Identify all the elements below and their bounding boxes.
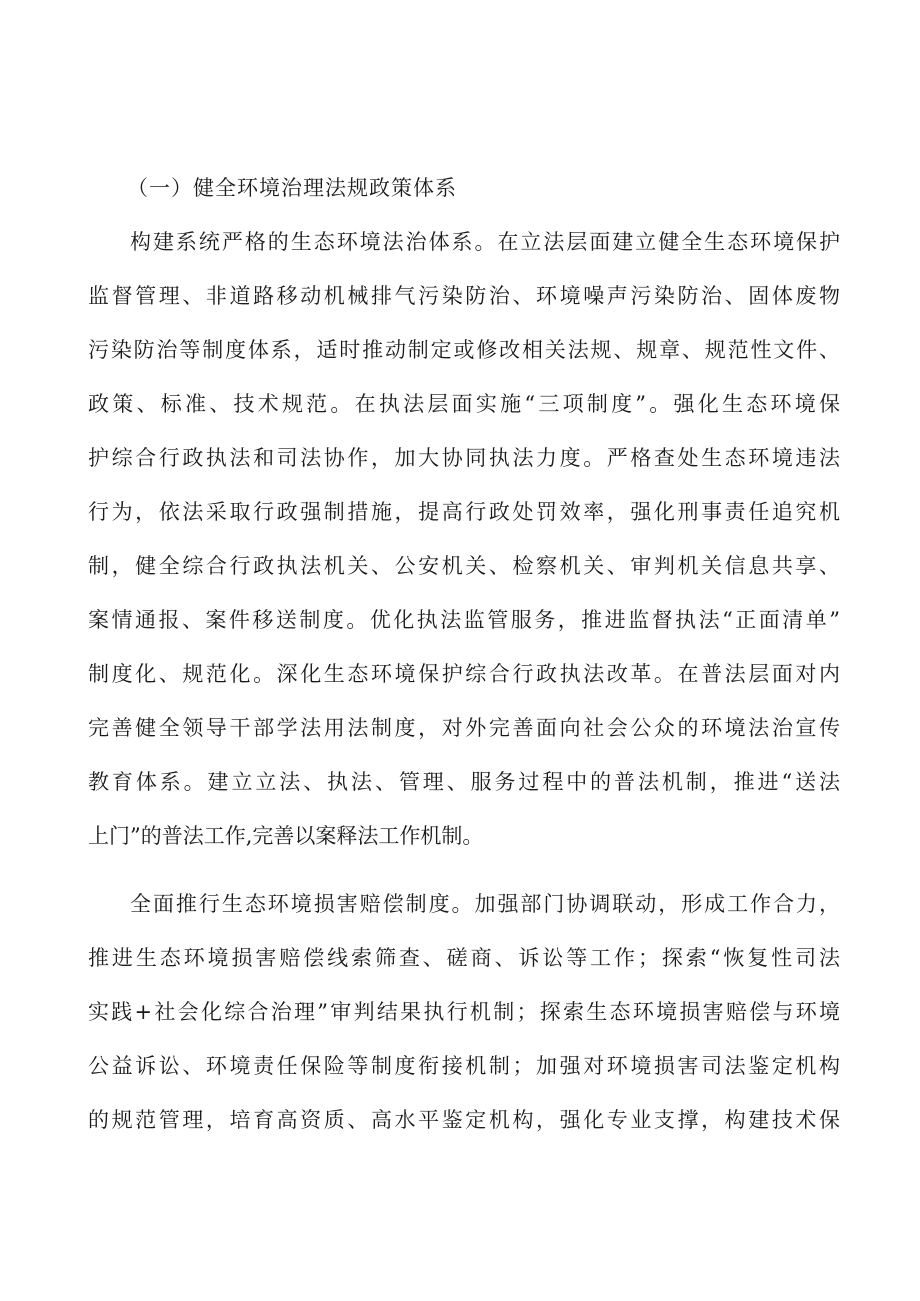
paragraph-line: 行为，依法采取行政强制措施，提高行政处罚效率，强化刑事责任追究机 — [88, 500, 840, 524]
paragraph-line: 监督管理、非道路移动机械排气污染防治、环境噪声污染防治、固体废物 — [88, 284, 840, 308]
section-heading: （一）健全环境治理法规政策体系 — [127, 176, 457, 200]
paragraph-line: 全面推行生态环境损害赔偿制度。加强部门协调联动，形成工作合力， — [130, 892, 840, 916]
paragraph-line: 污染防治等制度体系，适时推动制定或修改相关法规、规章、规范性文件、 — [88, 338, 840, 362]
paragraph-line: 的规范管理，培育高资质、高水平鉴定机构，强化专业支撑，构建技术保 — [88, 1108, 840, 1132]
paragraph-line: 上门”的普法工作,完善以案释法工作机制。 — [88, 824, 484, 848]
paragraph-line: 政策、标准、技术规范。在执法层面实施“三项制度”。强化生态环境保 — [88, 392, 840, 416]
paragraph-line: 公益诉讼、环境责任保险等制度衔接机制；加强对环境损害司法鉴定机构 — [88, 1054, 840, 1078]
paragraph-line: 实践+社会化综合治理”审判结果执行机制；探索生态环境损害赔偿与环境 — [88, 1000, 840, 1024]
paragraph-line: 推进生态环境损害赔偿线索筛查、磋商、诉讼等工作；探索“恢复性司法 — [88, 946, 840, 970]
paragraph-line: 案情通报、案件移送制度。优化执法监管服务，推进监督执法“正面清单” — [88, 608, 840, 632]
paragraph-line: 护综合行政执法和司法协作，加大协同执法力度。严格查处生态环境违法 — [88, 446, 840, 470]
paragraph-line: 制，健全综合行政执法机关、公安机关、检察机关、审判机关信息共享、 — [88, 554, 840, 578]
paragraph-line: 构建系统严格的生态环境法治体系。在立法层面建立健全生态环境保护 — [130, 230, 840, 254]
paragraph-line: 完善健全领导干部学法用法制度，对外完善面向社会公众的环境法治宣传 — [88, 716, 840, 740]
paragraph-line: 制度化、规范化。深化生态环境保护综合行政执法改革。在普法层面对内 — [88, 662, 840, 686]
paragraph-line: 教育体系。建立立法、执法、管理、服务过程中的普法机制，推进“送法 — [88, 770, 840, 794]
